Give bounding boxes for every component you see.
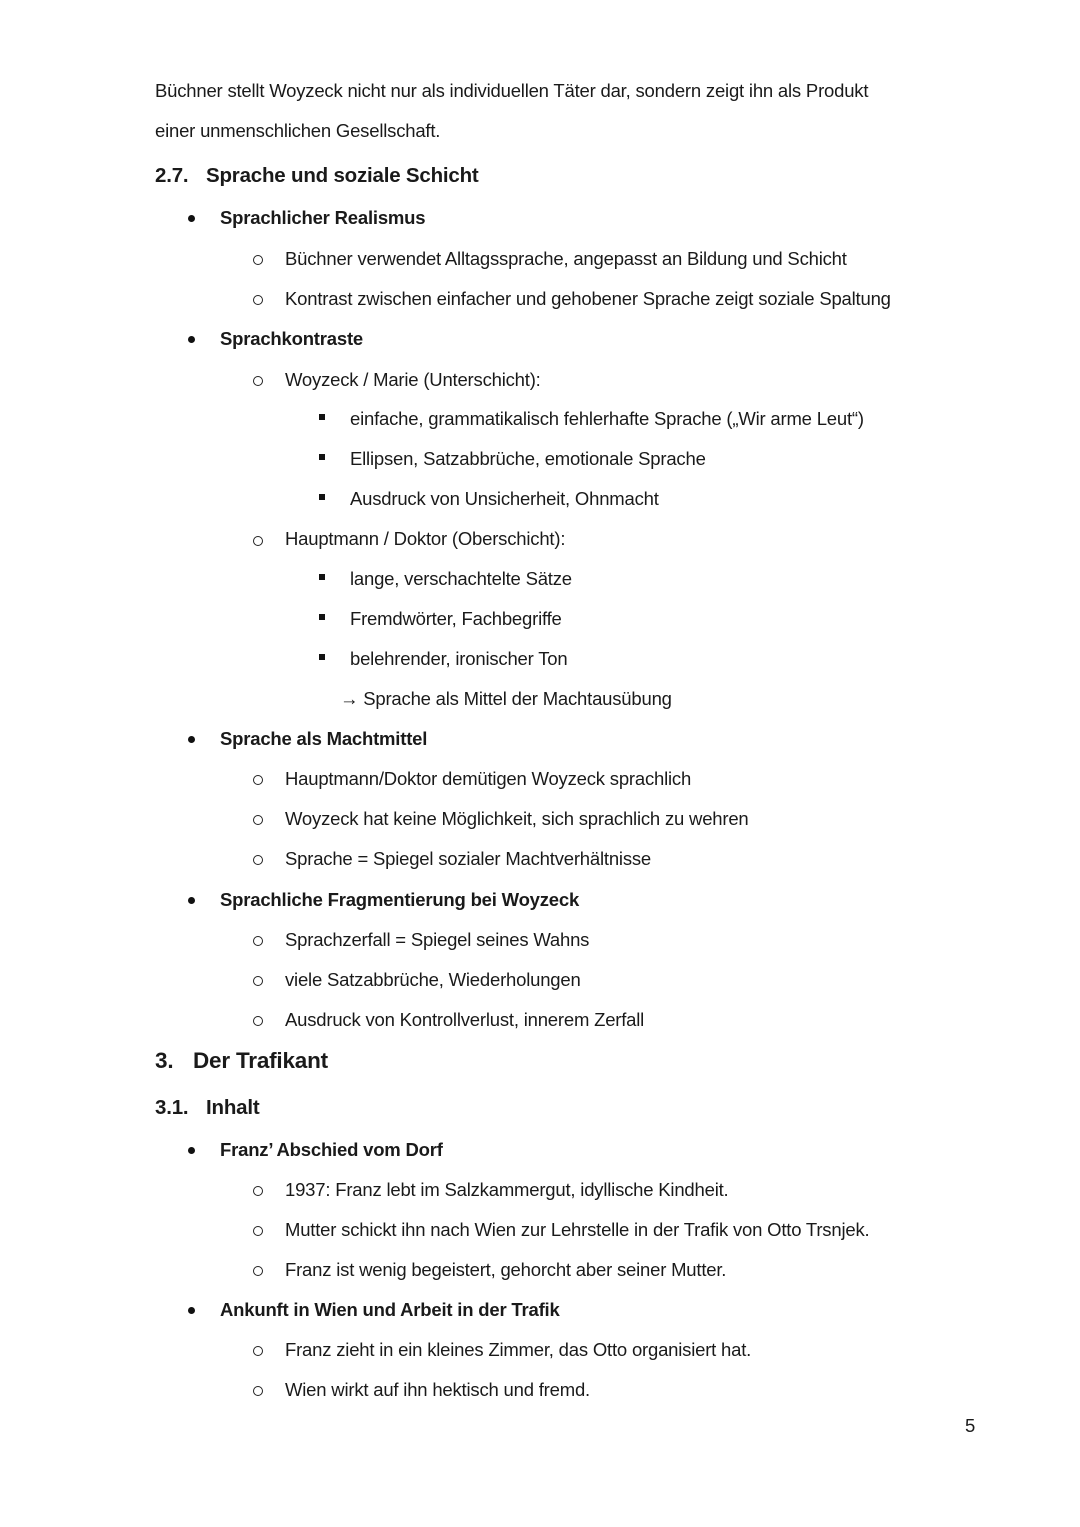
list-item: Ellipsen, Satzabbrüche, emotionale Sprache [350, 448, 706, 469]
circle-bullet-icon [253, 1016, 263, 1026]
square-bullet-icon [319, 454, 325, 460]
list-item: Woyzeck / Marie (Unterschicht): [285, 369, 541, 390]
circle-bullet-icon [253, 1226, 263, 1236]
bullet-icon [188, 336, 195, 343]
square-bullet-icon [319, 494, 325, 500]
list-item: Kontrast zwischen einfacher und gehobener Sprache zeigt soziale Spaltung [285, 288, 891, 309]
list-item: Franz ist wenig begeistert, gehorcht aber seiner Mutter. [285, 1259, 727, 1280]
list-item: Ausdruck von Unsicherheit, Ohnmacht [350, 488, 659, 509]
circle-bullet-icon [253, 376, 263, 386]
circle-bullet-icon [253, 775, 263, 785]
section-number: 3.1. [155, 1096, 189, 1119]
list-item: Mutter schickt ihn nach Wien zur Lehrstelle in der Trafik von Otto Trsnjek. [285, 1219, 870, 1240]
circle-bullet-icon [253, 536, 263, 546]
list-item: lange, verschachtelte Sätze [350, 568, 572, 589]
square-bullet-icon [319, 414, 325, 420]
circle-bullet-icon [253, 936, 263, 946]
list-item: Hauptmann/Doktor demütigen Woyzeck sprachlich [285, 768, 692, 789]
paragraph-line: Büchner stellt Woyzeck nicht nur als individuellen Täter dar, sondern zeigt ihn als Produkt [155, 80, 869, 101]
circle-bullet-icon [253, 815, 263, 825]
bullet-icon [188, 736, 195, 743]
bullet-label: Sprache als Machtmittel [220, 728, 428, 749]
bullet-label: Franz’ Abschied vom Dorf [220, 1139, 443, 1160]
square-bullet-icon [319, 614, 325, 620]
bullet-icon [188, 1147, 195, 1154]
circle-bullet-icon [253, 1346, 263, 1356]
bullet-label: Sprachkontraste [220, 328, 363, 349]
list-item: Fremdwörter, Fachbegriffe [350, 608, 562, 629]
list-item: Wien wirkt auf ihn hektisch und fremd. [285, 1379, 590, 1400]
conclusion-line: → Sprache als Mittel der Machtausübung [340, 688, 672, 709]
bullet-icon [188, 897, 195, 904]
square-bullet-icon [319, 654, 325, 660]
circle-bullet-icon [253, 1186, 263, 1196]
section-heading: Sprache und soziale Schicht [206, 164, 479, 187]
circle-bullet-icon [253, 255, 263, 265]
list-item: Büchner verwendet Alltagssprache, angepasst an Bildung und Schicht [285, 248, 847, 269]
bullet-label: Sprachlicher Realismus [220, 207, 426, 228]
list-item: 1937: Franz lebt im Salzkammergut, idyllische Kindheit. [285, 1179, 729, 1200]
section-number: 2.7. [155, 164, 189, 187]
list-item: Sprache = Spiegel sozialer Machtverhältnisse [285, 848, 652, 869]
list-item: belehrender, ironischer Ton [350, 648, 568, 669]
list-item: Sprachzerfall = Spiegel seines Wahns [285, 929, 590, 950]
section-heading: Der Trafikant [193, 1048, 328, 1073]
bullet-icon [188, 1307, 195, 1314]
circle-bullet-icon [253, 1386, 263, 1396]
paragraph-line: einer unmenschlichen Gesellschaft. [155, 120, 441, 141]
page-number: 5 [965, 1415, 976, 1436]
list-item: Ausdruck von Kontrollverlust, innerem Zerfall [285, 1009, 645, 1030]
circle-bullet-icon [253, 855, 263, 865]
list-item: viele Satzabbrüche, Wiederholungen [285, 969, 581, 990]
bullet-label: Ankunft in Wien und Arbeit in der Trafik [220, 1299, 560, 1320]
bullet-label: Sprachliche Fragmentierung bei Woyzeck [220, 889, 580, 910]
circle-bullet-icon [253, 295, 263, 305]
list-item: Franz zieht in ein kleines Zimmer, das Otto organisiert hat. [285, 1339, 752, 1360]
circle-bullet-icon [253, 976, 263, 986]
bullet-icon [188, 215, 195, 222]
square-bullet-icon [319, 574, 325, 580]
section-heading: Inhalt [206, 1096, 260, 1119]
list-item: einfache, grammatikalisch fehlerhafte Sprache („Wir arme Leut“) [350, 408, 864, 429]
section-number: 3. [155, 1048, 174, 1073]
circle-bullet-icon [253, 1266, 263, 1276]
list-item: Hauptmann / Doktor (Oberschicht): [285, 528, 566, 549]
list-item: Woyzeck hat keine Möglichkeit, sich sprachlich zu wehren [285, 808, 749, 829]
